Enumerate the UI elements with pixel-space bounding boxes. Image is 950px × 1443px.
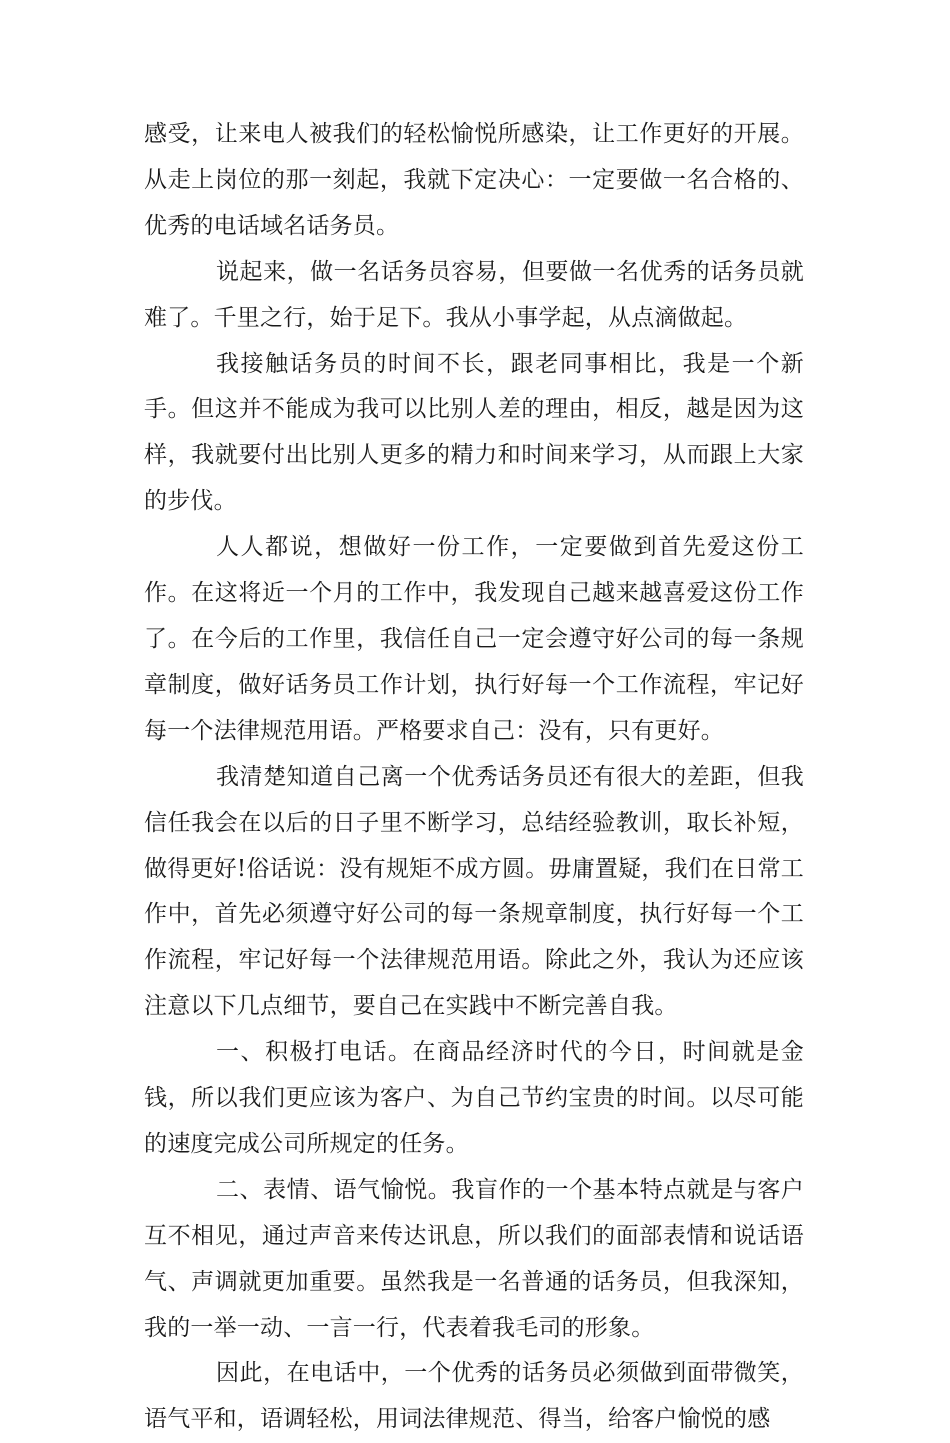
paragraph-1: 感受，让来电人被我们的轻松愉悦所感染，让工作更好的开展。从走上岗位的那一刻起，我就下定决心：一定要做一名合格的、优秀的电话域名话务员。 [144,121,804,239]
paragraph-3: 我接触话务员的时间不长，跟老同事相比，我是一个新手。但这并不能成为我可以比别人差的理由，相反，越是因为这样，我就要付出比别人更多的精力和时间来学习，从而跟上大家的步伐。 [144,350,804,515]
paragraph-2: 说起来，做一名话务员容易，但要做一名优秀的话务员就难了。千里之行，始于足下。我从小事学起，从点滴做起。 [144,258,804,331]
paragraph-5: 我清楚知道自己离一个优秀话务员还有很大的差距，但我信任我会在以后的日子里不断学习，总结经验教训，取长补短，做得更好!俗话说：没有规矩不成方圆。毋庸置疑，我们在日常工作中，首先必须遵守好公司的每一条规章制度，执行好每一个工作流程，牢记好每一个法律规范用语。除此之外，我认为还应该注意以下几点细节，要自己在实践中不断完善自我。 [144,763,804,1020]
document-body [144,112,804,1443]
paragraph-6: 一、积极打电话。在商品经济时代的今日，时间就是金钱，所以我们更应该为客户、为自己节约宝贵的时间。以尽可能的速度完成公司所规定的任务。 [144,1039,804,1157]
paragraph-7: 二、表情、语气愉悦。我盲作的一个基本特点就是与客户互不相见，通过声音来传达讯息，所以我们的面部表情和说话语气、声调就更加重要。虽然我是一名普通的话务员，但我深知，我的一举一动、一言一行，代表着我毛司的形象。 [144,1176,804,1341]
paragraph-4: 人人都说，想做好一份工作，一定要做到首先爱这份工作。在这将近一个月的工作中，我发现自己越来越喜爱这份工作了。在今后的工作里，我信任自己一定会遵守好公司的每一条规章制度，做好话务员工作计划，执行好每一个工作流程，牢记好每一个法律规范用语。严格要求自己：没有，只有更好。 [144,534,804,744]
paragraph-8: 因此，在电话中，一个优秀的话务员必须做到面带微笑，语气平和，语调轻松，用词法律规范、得当，给客户愉悦的感 [144,1360,804,1433]
